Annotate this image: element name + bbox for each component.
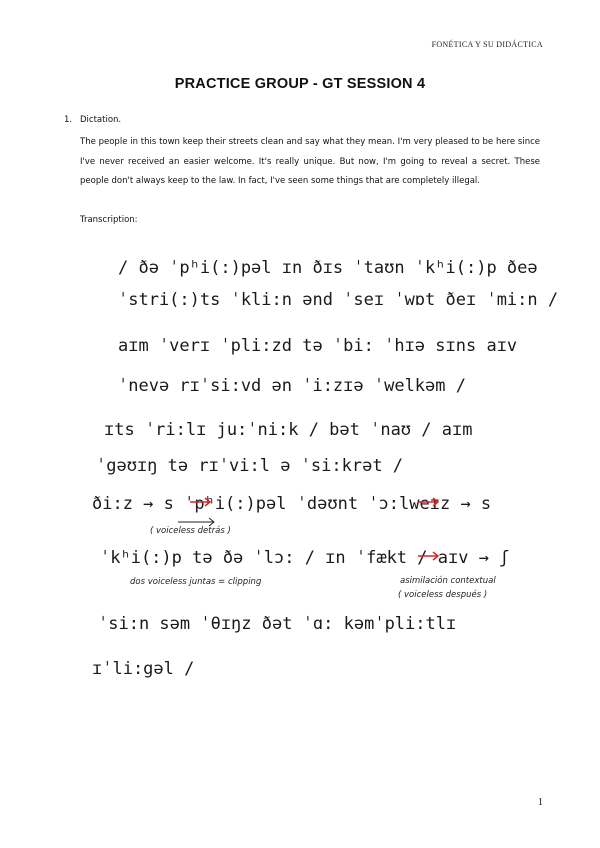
black-arrow [178,518,214,526]
running-header: FONÉTICA Y SU DIDÁCTICA [431,40,543,49]
ipa-line-1: / ðə ˈpʰi(:)pəl ɪn ðɪs ˈtaʊn ˈkʰi(:)p ðeə [118,258,538,278]
page-number: 1 [538,797,543,808]
ipa-line-6: ˈgəʊɪŋ tə rɪˈvi:l ə ˈsi:krət / [96,456,404,476]
ipa-line-7: ði:z → s ˈpʰi(:)pəl ˈdəʊnt ˈɔ:lweɪz → s [92,494,492,514]
note-voiceless-after: ( voiceless después ) [398,590,488,600]
ipa-line-4: ˈnevə rɪˈsi:vd ən ˈi:zɪə ˈwelkəm / [118,376,466,396]
note-voiceless: ( voiceless detrás ) [150,526,231,536]
ipa-line-5: ɪts ˈri:lɪ ju:ˈni:k / bət ˈnaʊ / aɪm [104,420,473,440]
transcription-label: Transcription: [80,215,138,225]
ipa-line-3: aɪm ˈverɪ ˈpli:zd tə ˈbi: ˈhɪə sɪns aɪv [118,336,518,356]
dictation-paragraph: The people in this town keep their streets clean and say what they mean. I'm very pleased to be here since I've never received an easier welcome. It's really unique. But now, I'm going to reveal a secret. These people don't always keep to the law. In fact, I've seen some things that are completely illegal. [80,137,540,186]
note-assimilation: asimilación contextual [400,576,496,586]
ipa-line-8: ˈkʰi(:)p tə ðə ˈlɔ: / ɪn ˈfækt / aɪv → ʃ [100,548,510,568]
note-clipping: dos voiceless juntas = clipping [130,577,262,587]
ipa-line-10: ɪˈli:gəl / [92,659,195,679]
page-title: PRACTICE GROUP - GT SESSION 4 [174,76,426,92]
exercise-number: 1. [64,115,73,125]
exercise-label: Dictation. [80,115,122,125]
ipa-line-9: ˈsi:n səm ˈθɪŋz ðət ˈɑ: kəmˈpli:tlɪ [98,614,457,634]
ipa-line-2: ˈstri(:)ts ˈkli:n ənd ˈseɪ ˈwɒt ðeɪ ˈmi:n / [118,290,559,310]
